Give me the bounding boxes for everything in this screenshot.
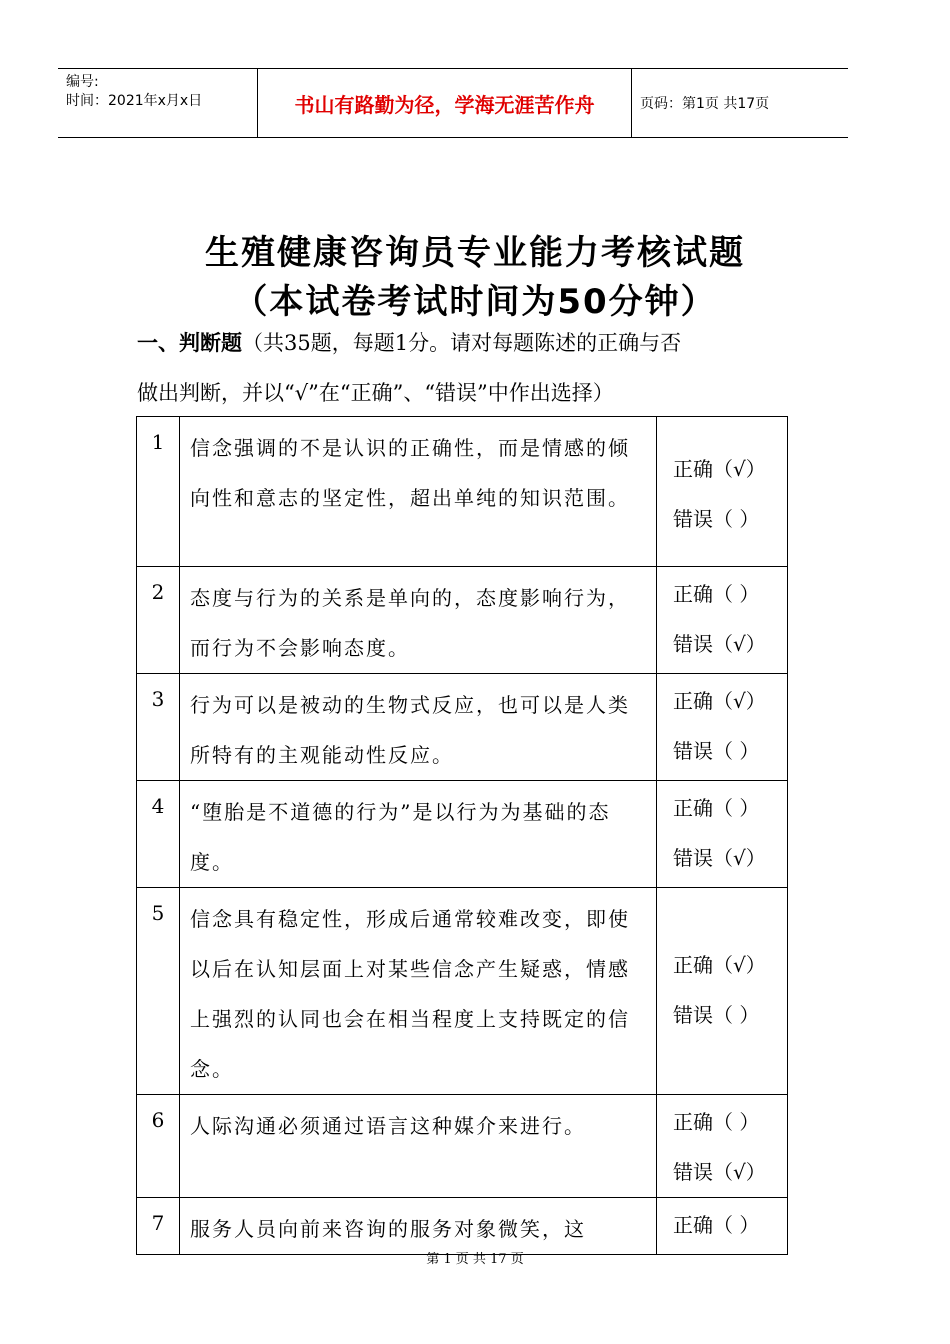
answer-wrong[interactable]: 错误（ ） — [673, 739, 760, 763]
answer-correct[interactable]: 正确（√） — [673, 689, 766, 713]
section-desc-1: （共35题，每题1分。请对每题陈述的正确与否 — [242, 331, 682, 355]
answer-cell — [657, 1198, 788, 1255]
question-text: 信念具有稳定性，形成后通常较难改变，即使以后在认知层面上对某些信念产生疑惑，情感上强烈的认同也会在相当程度上支持既定的信念。 — [180, 888, 657, 1095]
table-row — [137, 1198, 788, 1255]
section-intro-line1 — [137, 318, 777, 368]
page-footer: 第 1 页 共 17 页 — [426, 1252, 524, 1267]
answer-wrong[interactable]: 错误（ ） — [673, 507, 760, 531]
answer-correct[interactable]: 正确（√） — [673, 953, 766, 977]
table-row — [137, 1095, 788, 1198]
answer-correct[interactable]: 正确（ ） — [673, 1213, 760, 1237]
section-intro-line2 — [137, 368, 777, 418]
document-subtitle: （本试卷考试时间为50分钟） — [233, 282, 717, 322]
answer-cell — [657, 567, 788, 674]
table-row — [137, 417, 788, 567]
question-text: 信念强调的不是认识的正确性，而是情感的倾向性和意志的坚定性，超出单纯的知识范围。 — [180, 417, 657, 567]
header-number: 编号: — [66, 74, 99, 90]
question-number: 1 — [137, 417, 180, 567]
header-time: 时间：2021年x月x日 — [66, 93, 203, 109]
question-number: 3 — [137, 674, 180, 781]
question-number: 2 — [137, 567, 180, 674]
header-page-label: 页码：第1页 共17页 — [640, 96, 770, 112]
answer-correct[interactable]: 正确（ ） — [673, 796, 760, 820]
question-text: 态度与行为的关系是单向的，态度影响行为，而行为不会影响态度。 — [180, 567, 657, 674]
answer-wrong[interactable]: 错误（ ） — [673, 1003, 760, 1027]
answer-wrong[interactable]: 错误（√） — [673, 632, 766, 656]
question-number: 7 — [137, 1198, 180, 1255]
answer-correct[interactable]: 正确（ ） — [673, 1110, 760, 1134]
page-header — [58, 68, 848, 138]
document-title: 生殖健康咨询员专业能力考核试题 — [205, 233, 745, 273]
question-text: 行为可以是被动的生物式反应，也可以是人类所特有的主观能动性反应。 — [180, 674, 657, 781]
answer-wrong[interactable]: 错误（√） — [673, 1160, 766, 1184]
table-row — [137, 567, 788, 674]
header-meta — [58, 69, 258, 137]
answer-correct[interactable]: 正确（√） — [673, 457, 766, 481]
answer-cell — [657, 888, 788, 1095]
table-row — [137, 781, 788, 888]
question-text: 服务人员向前来咨询的服务对象微笑，这 — [180, 1198, 657, 1255]
answer-wrong[interactable]: 错误（√） — [673, 846, 766, 870]
table-row — [137, 888, 788, 1095]
answer-cell — [657, 781, 788, 888]
questions-table — [136, 416, 788, 1255]
section-desc-2: 做出判断，并以“√”在“正确”、“错误”中作出选择） — [137, 381, 614, 405]
table-row — [137, 674, 788, 781]
answer-cell — [657, 417, 788, 567]
question-number: 6 — [137, 1095, 180, 1198]
question-text: “堕胎是不道德的行为”是以行为为基础的态度。 — [180, 781, 657, 888]
answer-cell — [657, 1095, 788, 1198]
answer-correct[interactable]: 正确（ ） — [673, 582, 760, 606]
header-motto: 书山有路勤为径，学海无涯苦作舟 — [258, 69, 632, 137]
header-page — [632, 69, 848, 137]
section-heading: 一、判断题 — [137, 331, 242, 355]
question-number: 5 — [137, 888, 180, 1095]
answer-cell — [657, 674, 788, 781]
question-number: 4 — [137, 781, 180, 888]
question-text: 人际沟通必须通过语言这种媒介来进行。 — [180, 1095, 657, 1198]
